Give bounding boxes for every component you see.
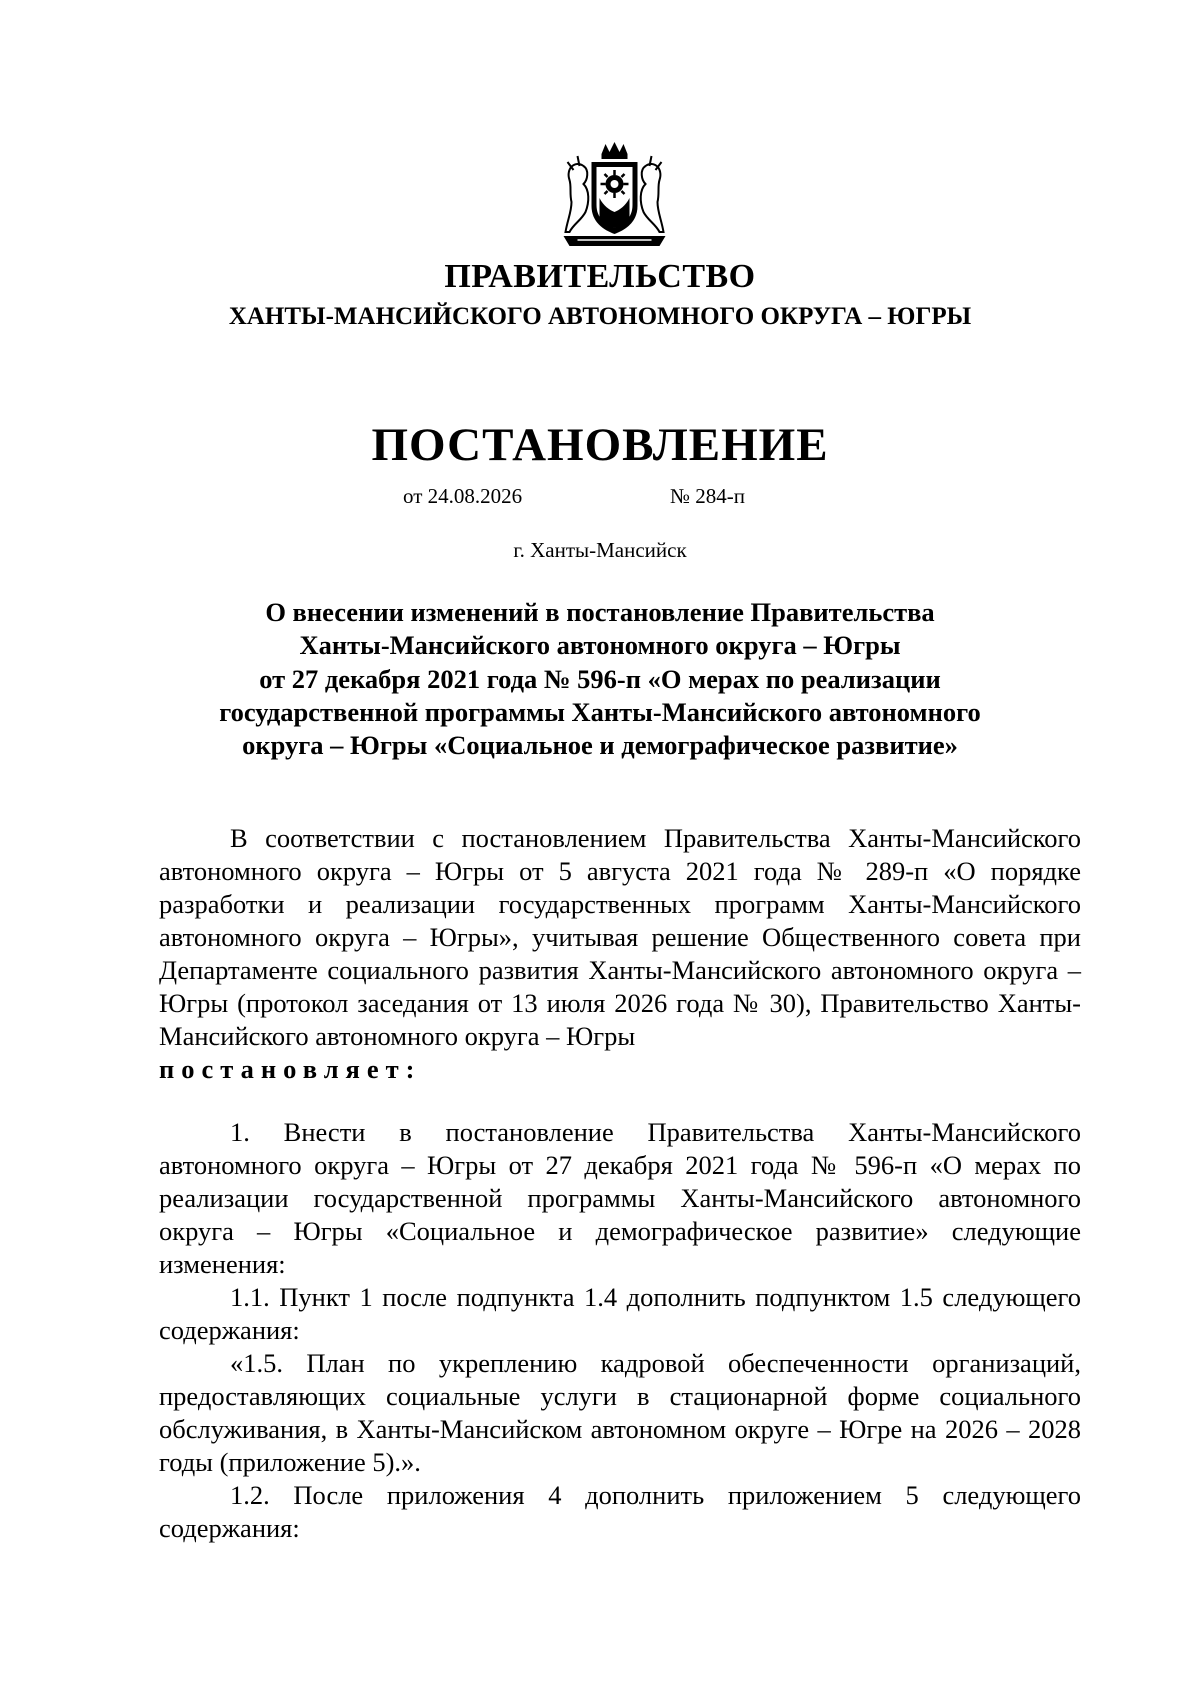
document-number: № 284-п: [670, 484, 746, 508]
subject-line: от 27 декабря 2021 года № 596-п «О мерах по реализации: [259, 663, 941, 694]
item-1-2: 1.2. После приложения 4 дополнить приложением 5 следующего содержания:: [159, 1480, 1081, 1543]
preamble-paragraph: В соответствии с постановлением Правительства Ханты-Мансийского автономного округа – Югры от 5 августа 2021 года № 289-п «О порядке разработки и реализации государственных программ Ханты-Мансийского автономного округа – Югры», учитывая решение Общественного совета при Департаменте социального развития Ханты-Мансийского автономного округа – Югры (протокол заседания от 13 июля 2026 года № 30), Правительство Ханты-Мансийского автономного округа – Югры: [159, 823, 1081, 1051]
resolves-word: [159, 1053, 1081, 1086]
coat-of-arms-emblem: [559, 140, 670, 252]
item-1-5-quote: «1.5. План по укреплению кадровой обеспеченности организаций, предоставляющих социальные услуги в стационарной форме социального обслуживания, в Ханты-Мансийском автономном округе – Югре на 2026 – 2028 годы (приложение 5).».: [159, 1348, 1081, 1477]
document-date: от 24.08.2026: [403, 484, 523, 508]
subject-line: Ханты-Мансийского автономного округа – Югры: [299, 630, 901, 661]
subject-line: О внесении изменений в постановление Правительства: [265, 597, 935, 627]
item-1: 1. Внести в постановление Правительства Ханты-Мансийского автономного округа – Югры от 27 декабря 2021 года № 596-п «О мерах по реализации государственной программы Ханты-Мансийского автономного округа – Югры «Социальное и демографическое развитие» следующие изменения:: [159, 1117, 1081, 1279]
government-subtitle: ХАНТЫ-МАНСИЙСКОГО АВТОНОМНОГО ОКРУГА – ЮГРЫ: [228, 303, 972, 330]
document-city: г. Ханты-Мансийск: [513, 538, 687, 562]
item-1-1: 1.1. Пункт 1 после подпункта 1.4 дополнить подпунктом 1.5 следующего содержания:: [159, 1282, 1081, 1345]
resolves-label: постановляет:: [159, 1054, 422, 1084]
government-title: ПРАВИТЕЛЬСТВО: [444, 258, 756, 295]
items-block: [159, 1116, 1081, 1545]
preamble-block: [159, 822, 1081, 1086]
subject-line: государственной программы Ханты-Мансийского автономного: [219, 696, 981, 727]
subject-line: округа – Югры «Социальное и демографическое развитие»: [242, 730, 958, 761]
document-type-heading: ПОСТАНОВЛЕНИЕ: [371, 419, 829, 471]
document-subject: [150, 596, 1050, 762]
